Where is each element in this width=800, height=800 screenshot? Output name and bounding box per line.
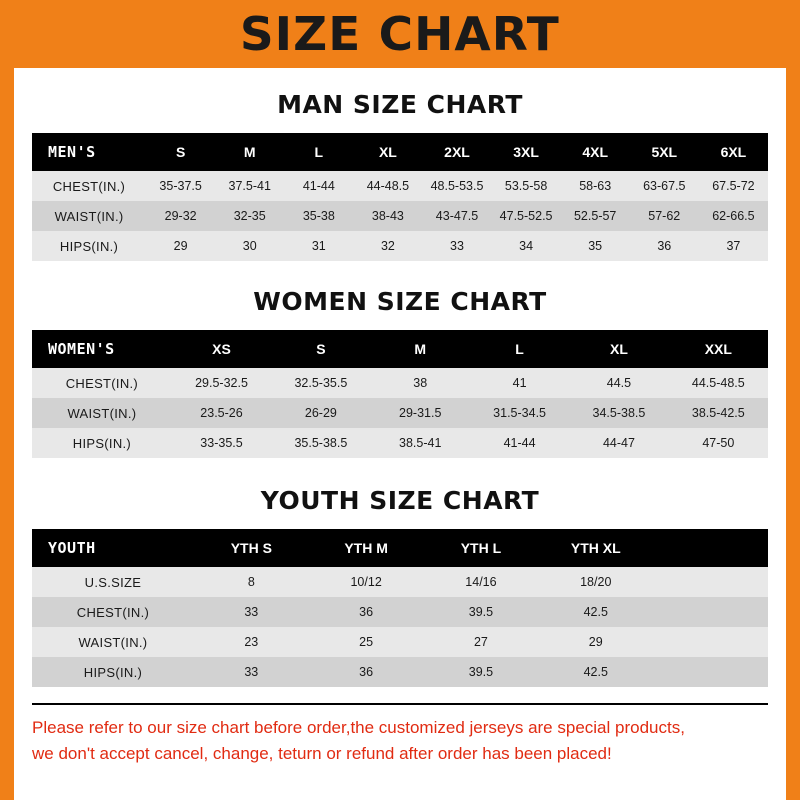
youth-col-header: YTH M: [309, 529, 424, 567]
youth-row-label: CHEST(IN.): [32, 597, 194, 627]
men-col-header: L: [284, 133, 353, 171]
men-col-header: XL: [353, 133, 422, 171]
women-cell: 41-44: [470, 428, 569, 458]
youth-cell-empty: [653, 657, 768, 687]
women-cell: 33-35.5: [172, 428, 271, 458]
youth-cell: 27: [424, 627, 539, 657]
women-row-label: WAIST(IN.): [32, 398, 172, 428]
men-corner-label: MEN'S: [32, 133, 146, 171]
women-col-header: XXL: [669, 330, 768, 368]
men-cell: 35-37.5: [146, 171, 215, 201]
men-cell: 62-66.5: [699, 201, 768, 231]
footer-note: [32, 703, 768, 766]
women-cell: 44.5: [569, 368, 668, 398]
men-cell: 30: [215, 231, 284, 261]
men-cell: 32: [353, 231, 422, 261]
youth-cell: 42.5: [538, 657, 653, 687]
women-cell: 34.5-38.5: [569, 398, 668, 428]
women-row-label: CHEST(IN.): [32, 368, 172, 398]
women-col-header: XL: [569, 330, 668, 368]
youth-cell-empty: [653, 567, 768, 597]
section-title-youth: YOUTH SIZE CHART: [260, 486, 540, 515]
women-cell: 23.5-26: [172, 398, 271, 428]
youth-cell: 25: [309, 627, 424, 657]
content-area: [14, 90, 786, 687]
footer-line-1: Please refer to our size chart before order,the customized jerseys are special products,: [32, 718, 685, 737]
men-col-header: S: [146, 133, 215, 171]
women-cell: 26-29: [271, 398, 370, 428]
page-title: SIZE CHART: [240, 7, 560, 61]
youth-cell: 8: [194, 567, 309, 597]
women-cell: 35.5-38.5: [271, 428, 370, 458]
women-col-header: XS: [172, 330, 271, 368]
youth-col-header: YTH L: [424, 529, 539, 567]
table-header-row: [32, 529, 768, 567]
men-col-header: 5XL: [630, 133, 699, 171]
women-corner-label: WOMEN'S: [32, 330, 172, 368]
table-row: [32, 627, 768, 657]
men-cell: 52.5-57: [561, 201, 630, 231]
men-row-label: CHEST(IN.): [32, 171, 146, 201]
youth-cell: 14/16: [424, 567, 539, 597]
women-cell: 38.5-41: [371, 428, 470, 458]
women-cell: 32.5-35.5: [271, 368, 370, 398]
men-row-label: WAIST(IN.): [32, 201, 146, 231]
youth-row-label: WAIST(IN.): [32, 627, 194, 657]
women-cell: 38: [371, 368, 470, 398]
youth-cell: 33: [194, 597, 309, 627]
men-cell: 35: [561, 231, 630, 261]
men-size-table: [32, 133, 768, 261]
men-cell: 67.5-72: [699, 171, 768, 201]
header-band: [0, 0, 800, 68]
men-table-head: [32, 133, 768, 171]
men-cell: 37: [699, 231, 768, 261]
table-row: [32, 231, 768, 261]
men-cell: 53.5-58: [492, 171, 561, 201]
men-cell: 38-43: [353, 201, 422, 231]
table-row: [32, 428, 768, 458]
youth-size-table: [32, 529, 768, 687]
table-row: [32, 597, 768, 627]
table-row: [32, 171, 768, 201]
men-col-header: 3XL: [492, 133, 561, 171]
women-cell: 47-50: [669, 428, 768, 458]
men-cell: 63-67.5: [630, 171, 699, 201]
youth-cell: 29: [538, 627, 653, 657]
youth-cell: 36: [309, 657, 424, 687]
youth-table-body: [32, 567, 768, 687]
table-row: [32, 398, 768, 428]
youth-row-label: U.S.SIZE: [32, 567, 194, 597]
men-table-body: [32, 171, 768, 261]
men-col-header: 6XL: [699, 133, 768, 171]
men-col-header: 4XL: [561, 133, 630, 171]
table-row: [32, 201, 768, 231]
men-cell: 58-63: [561, 171, 630, 201]
men-cell: 41-44: [284, 171, 353, 201]
youth-cell: 10/12: [309, 567, 424, 597]
table-row: [32, 368, 768, 398]
youth-cell: 39.5: [424, 597, 539, 627]
men-cell: 37.5-41: [215, 171, 284, 201]
youth-cell: 33: [194, 657, 309, 687]
youth-col-header: YTH XL: [538, 529, 653, 567]
men-cell: 36: [630, 231, 699, 261]
youth-cell: 23: [194, 627, 309, 657]
women-cell: 44.5-48.5: [669, 368, 768, 398]
women-col-header: S: [271, 330, 370, 368]
women-col-header: L: [470, 330, 569, 368]
youth-cell: 18/20: [538, 567, 653, 597]
table-header-row: [32, 133, 768, 171]
women-cell: 29.5-32.5: [172, 368, 271, 398]
table-header-row: [32, 330, 768, 368]
youth-cell-empty: [653, 597, 768, 627]
men-cell: 48.5-53.5: [422, 171, 491, 201]
men-cell: 33: [422, 231, 491, 261]
section-title-women: WOMEN SIZE CHART: [253, 287, 547, 316]
women-cell: 31.5-34.5: [470, 398, 569, 428]
women-size-table: [32, 330, 768, 458]
table-row: [32, 657, 768, 687]
women-cell: 29-31.5: [371, 398, 470, 428]
women-cell: 38.5-42.5: [669, 398, 768, 428]
youth-cell-empty: [653, 627, 768, 657]
men-cell: 34: [492, 231, 561, 261]
youth-cell: 42.5: [538, 597, 653, 627]
women-cell: 44-47: [569, 428, 668, 458]
youth-row-label: HIPS(IN.): [32, 657, 194, 687]
youth-cell: 36: [309, 597, 424, 627]
youth-col-header: YTH S: [194, 529, 309, 567]
men-cell: 43-47.5: [422, 201, 491, 231]
men-col-header: 2XL: [422, 133, 491, 171]
women-table-body: [32, 368, 768, 458]
women-col-header: M: [371, 330, 470, 368]
youth-corner-label: YOUTH: [32, 529, 194, 567]
women-table-head: [32, 330, 768, 368]
youth-col-header-empty: [653, 529, 768, 567]
men-cell: 47.5-52.5: [492, 201, 561, 231]
men-col-header: M: [215, 133, 284, 171]
women-row-label: HIPS(IN.): [32, 428, 172, 458]
men-cell: 57-62: [630, 201, 699, 231]
youth-table-head: [32, 529, 768, 567]
women-cell: 41: [470, 368, 569, 398]
men-cell: 32-35: [215, 201, 284, 231]
section-title-man: MAN SIZE CHART: [277, 90, 523, 119]
men-cell: 29: [146, 231, 215, 261]
men-cell: 35-38: [284, 201, 353, 231]
table-row: [32, 567, 768, 597]
youth-cell: 39.5: [424, 657, 539, 687]
men-cell: 44-48.5: [353, 171, 422, 201]
footer-line-2: we don't accept cancel, change, teturn or refund after order has been placed!: [32, 743, 612, 763]
men-cell: 29-32: [146, 201, 215, 231]
men-row-label: HIPS(IN.): [32, 231, 146, 261]
men-cell: 31: [284, 231, 353, 261]
